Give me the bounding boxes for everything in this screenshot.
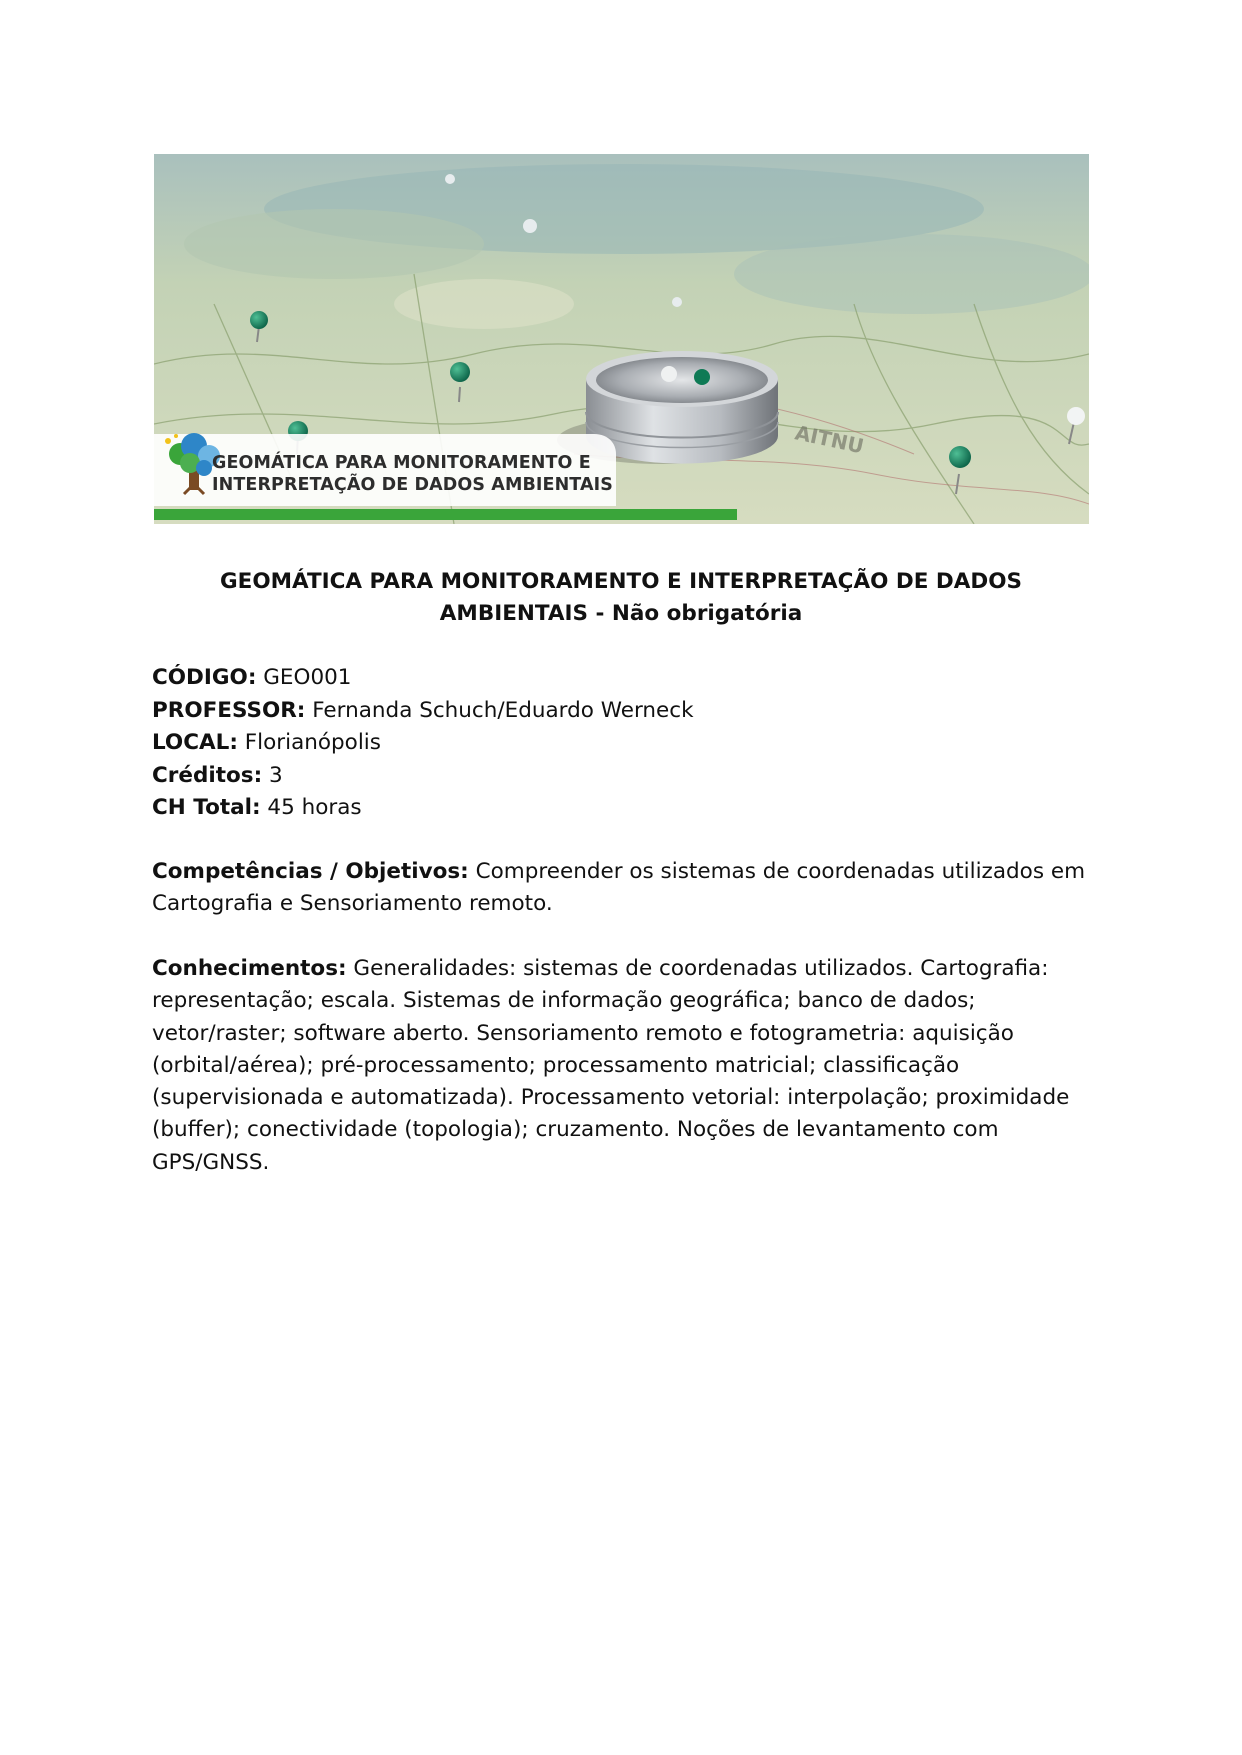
course-title: GEOMÁTICA PARA MONITORAMENTO E INTERPRETAÇÃO DE DADOS AMBIENTAIS - Não obrigatória	[220, 569, 1022, 626]
code-label: CÓDIGO:	[152, 665, 257, 690]
location-row	[152, 727, 1092, 760]
credits-value: 3	[262, 762, 283, 788]
objectives-paragraph	[152, 856, 1092, 921]
workload-value: 45 horas	[260, 795, 362, 820]
objectives-label: Competências / Objetivos:	[152, 859, 469, 884]
knowledge-text: Generalidades: sistemas de coordenadas utilizados. Cartografia: representação; escala. Sistemas de informação geográfica; banco de dados; vetor/raster; software aberto. Sensoriamento remoto e fotogrametria: aquisição (orbital/aérea); pré-processamento; processamento matricial; classificação (supervisionada e automatizada). Processamento vetorial: interpolação; proximidade (buffer); conectividade (topologia); cruzamento. Noções de levantamento com GPS/GNSS.	[152, 956, 1070, 1175]
objectives-text: Compreender os sistemas de coordenadas utilizados em Cartografia e Sensoriamento remoto.	[152, 859, 1086, 917]
professor-label: PROFESSOR:	[152, 697, 306, 723]
banner-title-line2: INTERPRETAÇÃO DE DADOS AMBIENTAIS	[212, 475, 613, 495]
banner-title	[212, 452, 613, 496]
knowledge-paragraph	[152, 953, 1092, 1179]
course-details	[152, 662, 1092, 825]
svg-text:AITNU: AITNU	[792, 420, 866, 459]
credits-row	[152, 760, 1092, 793]
header-banner	[154, 154, 1089, 524]
workload-row	[152, 792, 1092, 825]
code-value: GEO001	[256, 665, 352, 690]
location-label: LOCAL:	[152, 730, 238, 755]
professor-row	[152, 695, 1092, 728]
credits-label: Créditos:	[152, 762, 263, 788]
banner-title-line1: GEOMÁTICA PARA MONITORAMENTO E	[212, 453, 591, 473]
code-row	[152, 662, 1092, 695]
knowledge-label: Conhecimentos:	[152, 956, 347, 981]
green-accent-bar	[154, 509, 737, 520]
location-value: Florianópolis	[237, 730, 381, 755]
professor-value: Fernanda Schuch/Eduardo Werneck	[305, 697, 694, 723]
workload-label: CH Total:	[152, 795, 261, 820]
